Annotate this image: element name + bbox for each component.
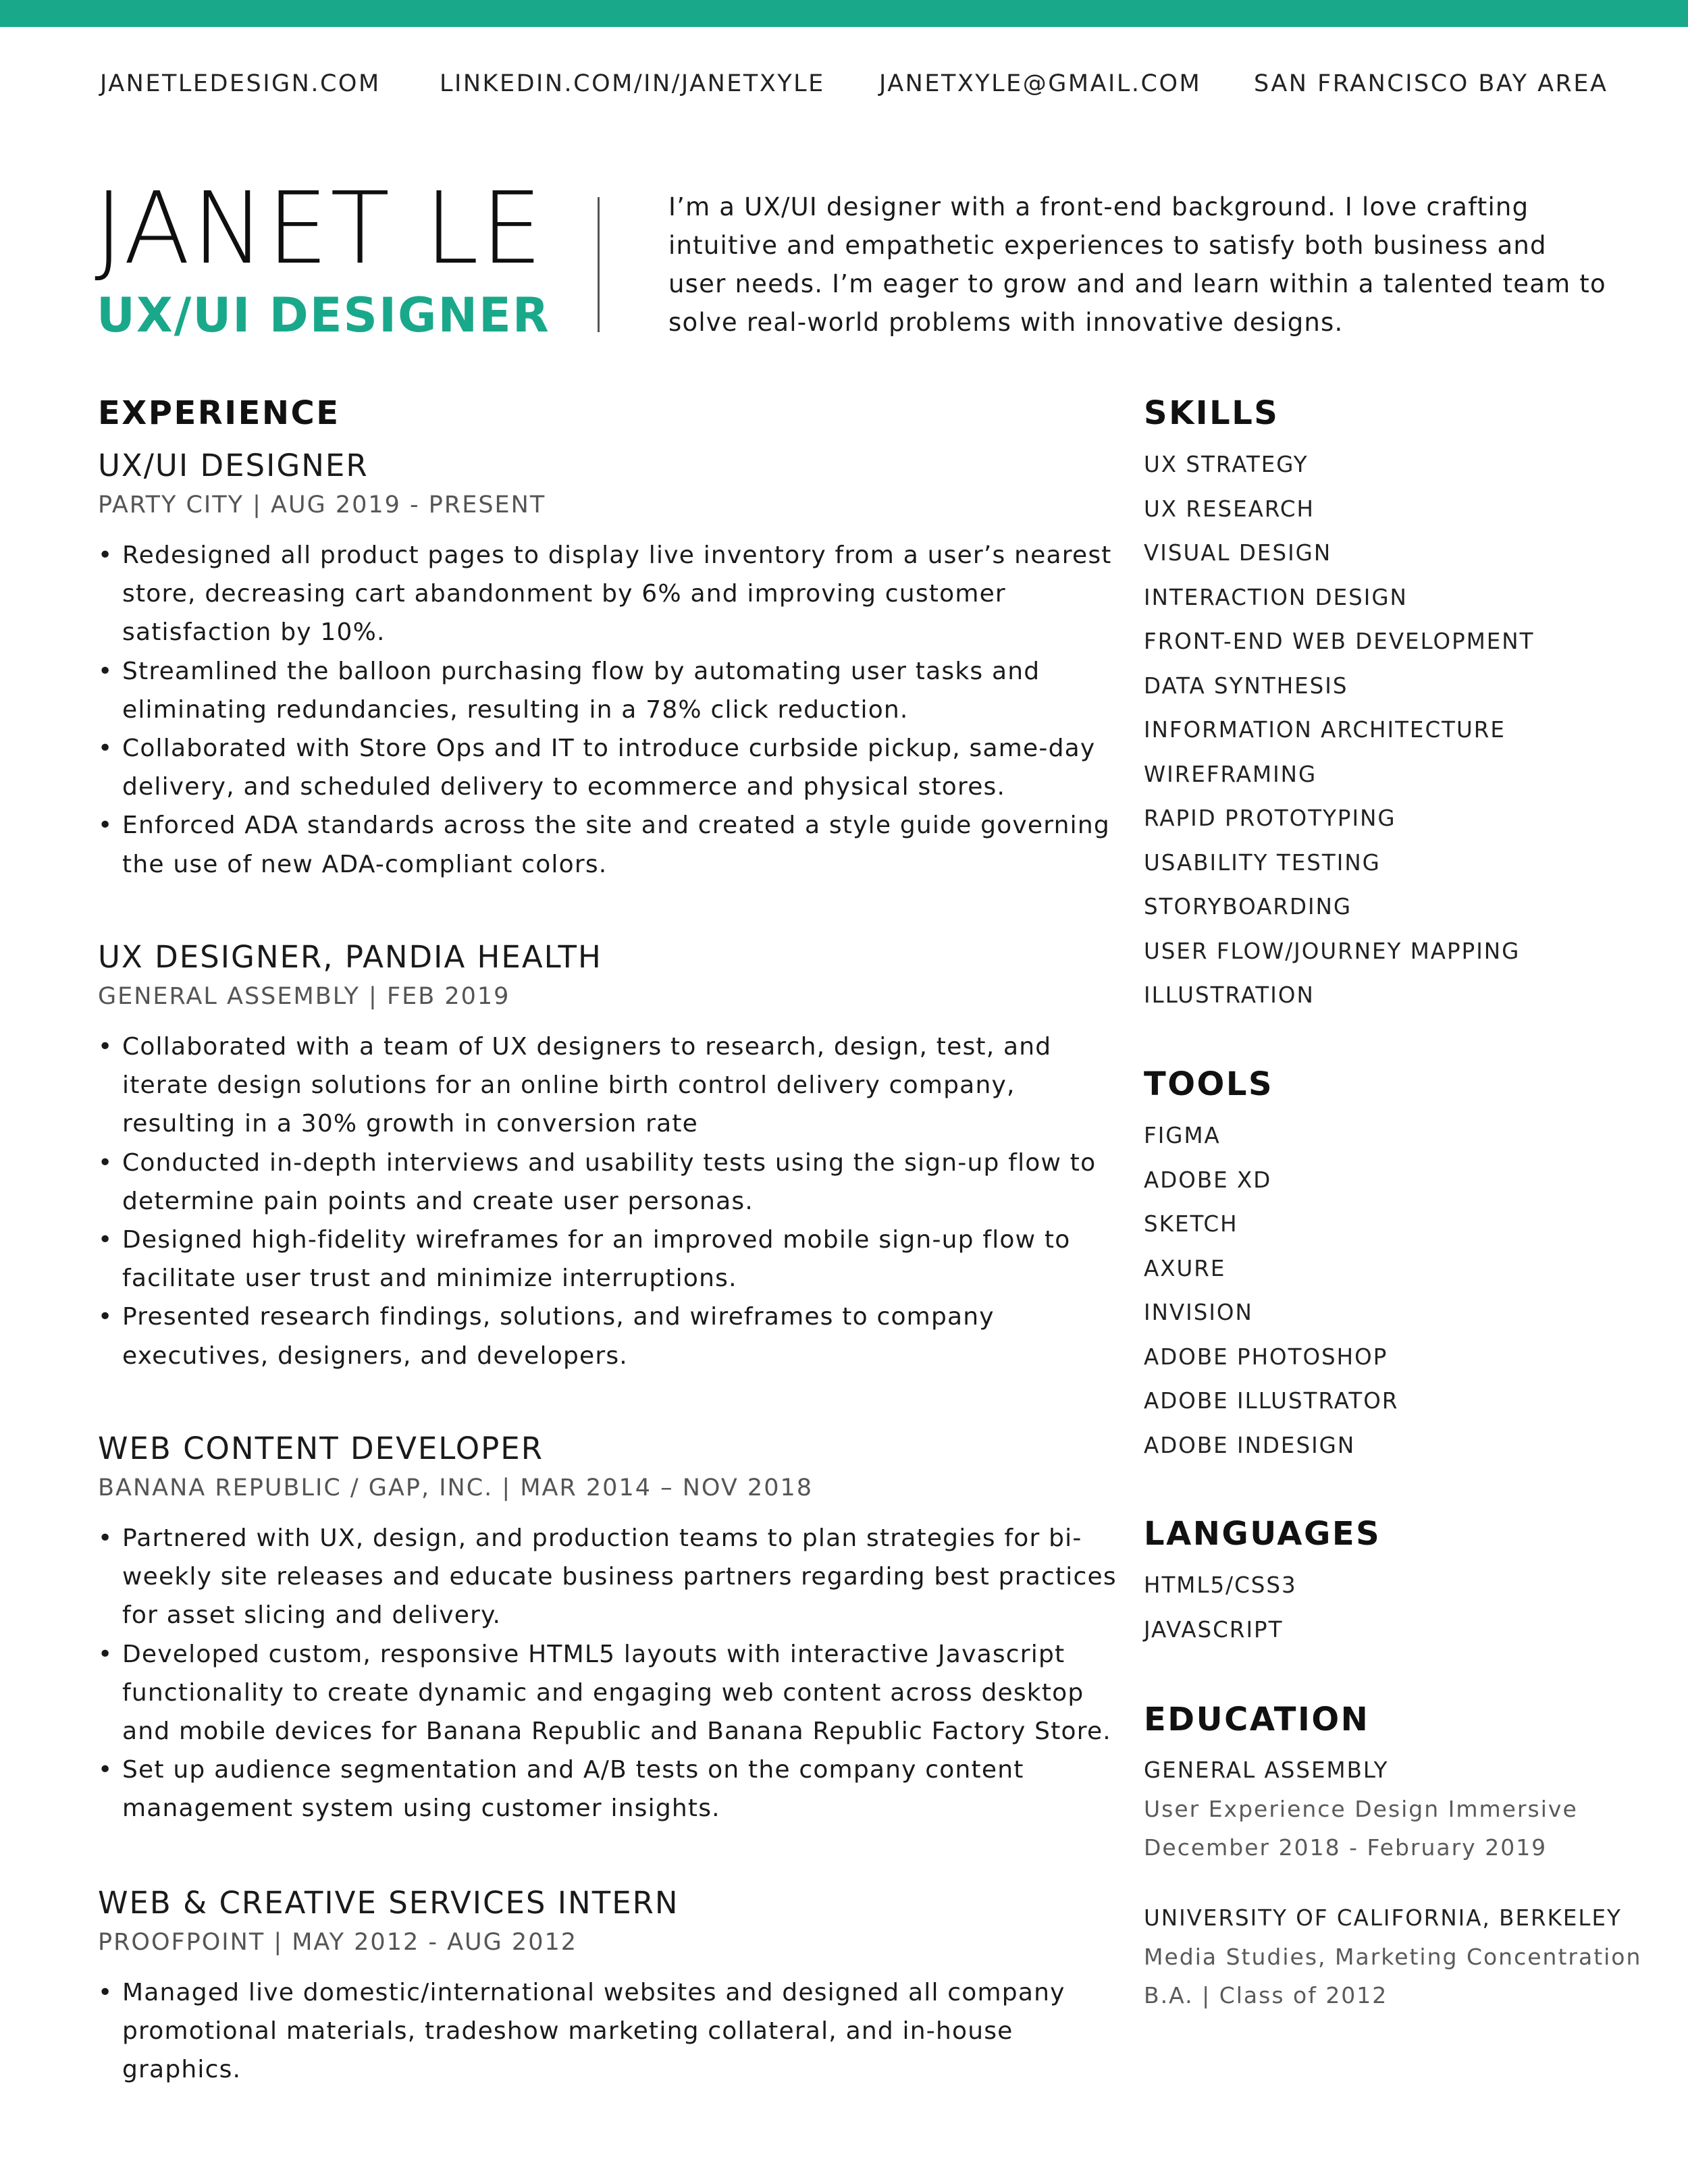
- skill-item: DATA SYNTHESIS: [1144, 672, 1348, 699]
- skill-item: VISUAL DESIGN: [1144, 540, 1332, 566]
- skill-item: RAPID PROTOTYPING: [1144, 805, 1396, 831]
- contact-email[interactable]: JANETXYLE@GMAIL.COM: [879, 70, 1202, 97]
- tool-item: INVISION: [1144, 1300, 1253, 1325]
- tool-item: ADOBE PHOTOSHOP: [1144, 1343, 1388, 1370]
- experience-heading: EXPERIENCE: [98, 394, 340, 432]
- skills-list: [1144, 443, 1534, 1018]
- skill-item: WIREFRAMING: [1144, 761, 1317, 787]
- job-bullet: • Presented research findings, solutions, and wireframes to company executives, designers, and developers.: [98, 1298, 1117, 1375]
- job-bullet: • Conducted in-depth interviews and usability tests using the sign-up flow to determine pain points and create user personas.: [98, 1144, 1117, 1221]
- job-title: UX DESIGNER, PANDIA HEALTH: [98, 939, 602, 975]
- contact-website[interactable]: JANETLEDESIGN.COM: [100, 70, 381, 97]
- tools-list: [1144, 1114, 1398, 1468]
- skill-item: UX STRATEGY: [1144, 452, 1309, 477]
- job-title: UX/UI DESIGNER: [98, 448, 369, 483]
- job-bullet: • Set up audience segmentation and A/B tests on the company content management system using customer insights.: [98, 1751, 1117, 1828]
- job-bullet: • Collaborated with Store Ops and IT to introduce curbside pickup, same-day delivery, and scheduled delivery to ecommerce and physical stores.: [98, 729, 1117, 806]
- languages-heading: LANGUAGES: [1144, 1515, 1381, 1553]
- candidate-name: JANET LE: [95, 170, 545, 286]
- tool-item: FIGMA: [1144, 1123, 1221, 1148]
- skill-item: STORYBOARDING: [1144, 894, 1352, 920]
- education-program: Media Studies, Marketing Concentration: [1144, 1944, 1642, 1970]
- job-bullet: • Designed high-fidelity wireframes for an improved mobile sign-up flow to facilitate user trust and minimize interruptions.: [98, 1221, 1117, 1298]
- job-bullet: • Partnered with UX, design, and production teams to plan strategies for bi-weekly site releases and educate business partners regarding best practices for asset slicing and delivery.: [98, 1519, 1117, 1635]
- language-item: HTML5/CSS3: [1144, 1572, 1297, 1598]
- job-meta: GENERAL ASSEMBLY | FEB 2019: [98, 983, 510, 1010]
- language-item: JAVASCRIPT: [1144, 1616, 1284, 1643]
- job-bullet: • Enforced ADA standards across the site and created a style guide governing the use of new ADA-compliant colors.: [98, 806, 1117, 883]
- education-entry: [1144, 1751, 1578, 1867]
- job-bullet: • Redesigned all product pages to display live inventory from a user’s nearest store, decreasing cart abandonment by 6% and improving customer satisfaction by 10%.: [98, 536, 1117, 652]
- skill-item: INTERACTION DESIGN: [1144, 584, 1408, 610]
- summary-paragraph: I’m a UX/UI designer with a front-end background. I love crafting intuitive and empathetic experiences to satisfy both business and user needs. I’m eager to grow and and learn within a talented team to solve real-world problems with innovative designs.: [668, 192, 1606, 337]
- candidate-role: UX/UI DESIGNER: [97, 288, 550, 343]
- skills-heading: SKILLS: [1144, 394, 1280, 432]
- job-bullet: • Managed live domestic/international websites and designed all company promotional materials, tradeshow marketing collateral, and in-house graphics.: [98, 1973, 1117, 2089]
- skill-item: USABILITY TESTING: [1144, 849, 1381, 876]
- education-program: User Experience Design Immersive: [1144, 1796, 1578, 1822]
- tool-item: AXURE: [1144, 1255, 1226, 1281]
- job-meta: PARTY CITY | AUG 2019 - PRESENT: [98, 491, 546, 518]
- job-bullet: • Developed custom, responsive HTML5 layouts with interactive Javascript functionality to create dynamic and engaging web content across desktop and mobile devices for Banana Republic and Banana Republic Factory Store.: [98, 1635, 1117, 1751]
- accent-top-bar: [0, 0, 1688, 27]
- job-bullet: • Collaborated with a team of UX designers to research, design, test, and iterate design solutions for an online birth control delivery company, resulting in a 30% growth in conversion rate: [98, 1028, 1117, 1144]
- skill-item: USER FLOW/JOURNEY MAPPING: [1144, 938, 1521, 964]
- job-title: WEB & CREATIVE SERVICES INTERN: [98, 1885, 679, 1921]
- languages-list: [1144, 1564, 1297, 1652]
- tool-item: ADOBE INDESIGN: [1144, 1432, 1356, 1458]
- job-entry: [98, 1429, 1117, 1828]
- tools-heading: TOOLS: [1144, 1065, 1274, 1103]
- job-bullets: [98, 536, 1117, 884]
- skill-item: INFORMATION ARCHITECTURE: [1144, 717, 1506, 743]
- tool-item: ADOBE ILLUSTRATOR: [1144, 1388, 1399, 1414]
- contact-linkedin[interactable]: LINKEDIN.COM/IN/JANETXYLE: [440, 70, 825, 97]
- contact-location: SAN FRANCISCO BAY AREA: [1254, 70, 1608, 97]
- skill-item: FRONT-END WEB DEVELOPMENT: [1144, 629, 1535, 654]
- education-heading: EDUCATION: [1144, 1701, 1370, 1738]
- skill-item: UX RESEARCH: [1144, 496, 1315, 522]
- education-dates: December 2018 - February 2019: [1144, 1834, 1548, 1861]
- skill-item: ILLUSTRATION: [1144, 982, 1315, 1008]
- job-bullets: [98, 1028, 1117, 1375]
- education-school: UNIVERSITY OF CALIFORNIA, BERKELEY: [1144, 1905, 1622, 1931]
- job-meta: PROOFPOINT | MAY 2012 - AUG 2012: [98, 1929, 577, 1956]
- job-bullet: • Streamlined the balloon purchasing flow by automating user tasks and eliminating redundancies, resulting in a 78% click reduction.: [98, 652, 1117, 729]
- education-dates: B.A. | Class of 2012: [1144, 1982, 1388, 2008]
- job-bullets: [98, 1519, 1117, 1828]
- education-school: GENERAL ASSEMBLY: [1144, 1757, 1389, 1783]
- job-entry: [98, 937, 1117, 1375]
- tool-item: SKETCH: [1144, 1211, 1238, 1237]
- job-bullets: [98, 1973, 1117, 2089]
- job-entry: [98, 446, 1117, 884]
- tool-item: ADOBE XD: [1144, 1167, 1272, 1193]
- job-meta: BANANA REPUBLIC / GAP, INC. | MAR 2014 – NOV 2018: [98, 1474, 813, 1501]
- header-divider: [598, 197, 600, 332]
- job-title: WEB CONTENT DEVELOPER: [98, 1431, 544, 1466]
- education-entry: [1144, 1899, 1641, 2015]
- job-entry: [98, 1883, 1117, 2089]
